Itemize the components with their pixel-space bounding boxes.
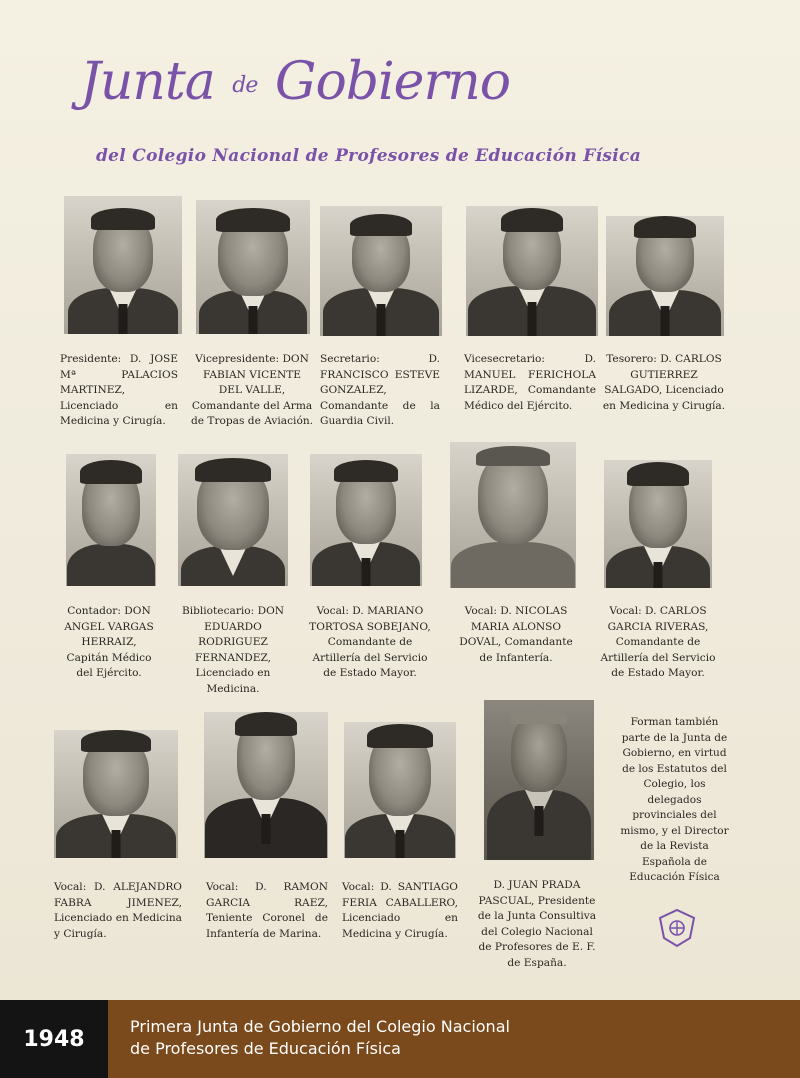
title-word-de: de (232, 73, 258, 98)
side-note: Forman también parte de la Junta de Gobierno, en virtud de los Estatutos del Colegio, los delegados provinciales del mismo, y el Director de la Revista Española de Educación Física (620, 716, 729, 883)
caption-presidente: Presidente: D. JOSE Mª PALACIOS MARTINEZ, Licenciado en Medicina y Cirugía. (60, 353, 178, 427)
portrait-photo-vocal-fabra (54, 730, 178, 858)
title-word-gobierno: Gobierno (274, 52, 511, 112)
footer-caption (130, 1016, 510, 1060)
portrait-photo-vocal-tortosa (310, 454, 422, 586)
caption-vocal-garcia-riveras: Vocal: D. CARLOS GARCIA RIVERAS, Comandante de Artillería del Servicio de Estado Mayor. (600, 605, 716, 679)
caption-contador: Contador: DON ANGEL VARGAS HERRAIZ, Capitán Médico del Ejército. (64, 605, 154, 679)
portrait-photo-vocal-feria (344, 722, 456, 858)
caption-footer-bar (0, 1000, 800, 1078)
portrait-photo-vocal-garcia-riveras (604, 460, 712, 588)
portrait-photo-bibliotecario (178, 454, 288, 586)
portrait-photo-vicesecretario (466, 206, 598, 336)
portrait-photo-vicepresidente (196, 200, 310, 334)
caption-secretario: Secretario: D. FRANCISCO ESTEVE GONZALEZ, Comandante de la Guardia Civil. (320, 353, 440, 427)
caption-prada: D. JUAN PRADA PASCUAL, Presidente de la Junta Consultiva del Colegio Nacional de Profesores de E. F. de España. (477, 879, 597, 969)
portrait-photo-contador (66, 454, 156, 586)
footer-caption-line2: de Profesores de Educación Física (130, 1039, 401, 1058)
portrait-photo-vocal-garcia-raez (204, 712, 328, 858)
footer-caption-line1: Primera Junta de Gobierno del Colegio Nacional (130, 1017, 510, 1036)
caption-vicesecretario: Vicesecretario: D. MANUEL FERICHOLA LIZARDE, Comandante Médico del Ejército. (464, 353, 596, 412)
caption-vocal-tortosa: Vocal: D. MARIANO TORTOSA SOBEJANO, Comandante de Artillería del Servicio de Estado Mayor. (309, 605, 431, 679)
portrait-photo-vocal-alonso (450, 442, 576, 588)
year-badge: 1948 (0, 1000, 108, 1078)
portrait-photo-presidente (64, 196, 182, 334)
caption-vocal-garcia-raez: Vocal: D. RAMON GARCIA RAEZ, Teniente Coronel de Infantería de Marina. (206, 881, 328, 940)
portrait-photo-prada (484, 700, 594, 860)
page-title (80, 52, 510, 112)
emblem-icon (656, 908, 698, 948)
caption-vicepresidente: Vicepresidente: DON FABIAN VICENTE DEL VALLE, Comandante del Arma de Tropas de Aviación. (190, 353, 314, 427)
title-word-junta: Junta (80, 52, 215, 112)
page-subtitle: del Colegio Nacional de Profesores de Educación Física (96, 146, 642, 166)
caption-vocal-alonso: Vocal: D. NICOLAS MARIA ALONSO DOVAL, Comandante de Infantería. (459, 605, 573, 664)
portrait-photo-secretario (320, 206, 442, 336)
caption-vocal-feria: Vocal: D. SANTIAGO FERIA CABALLERO, Licenciado en Medicina y Cirugía. (342, 881, 458, 940)
caption-tesorero: Tesorero: D. CARLOS GUTIERREZ SALGADO, Licenciado en Medicina y Cirugía. (602, 353, 726, 412)
caption-vocal-fabra: Vocal: D. ALEJANDRO FABRA JIMENEZ, Licenciado en Medicina y Cirugía. (54, 881, 182, 940)
caption-bibliotecario: Bibliotecario: DON EDUARDO RODRIGUEZ FERNANDEZ, Licenciado en Medicina. (181, 605, 285, 695)
portrait-photo-tesorero (606, 216, 724, 336)
